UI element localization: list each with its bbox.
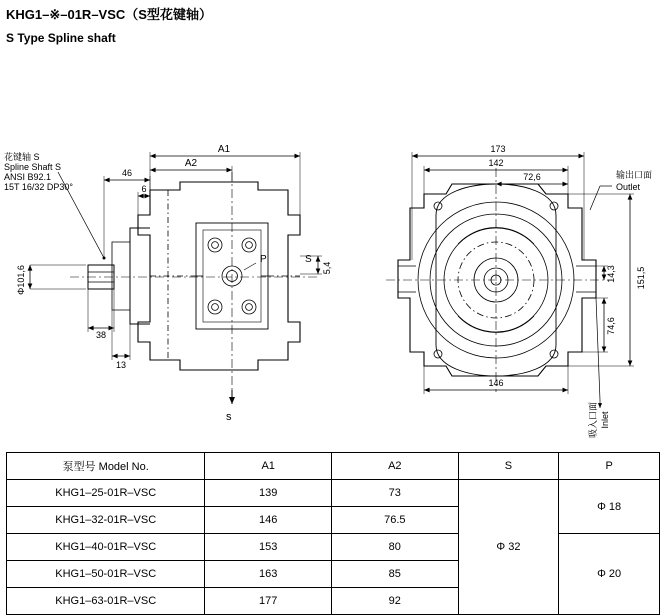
cell-a2: 92 — [332, 588, 459, 615]
model-spec-table — [6, 452, 660, 615]
cell-a2: 80 — [332, 534, 459, 561]
cell-model: KHG1–25-01R–VSC — [7, 480, 205, 507]
header-model: 泵型号 Model No. — [7, 453, 205, 480]
dim-a1-label: A1 — [217, 144, 231, 155]
dim-74-6-label: 74,6 — [606, 317, 616, 335]
cell-a1: 146 — [205, 507, 332, 534]
spline-note-line-0: 花键轴 S — [4, 152, 40, 162]
outlet-label-cn: 输出口面 — [616, 170, 653, 180]
spline-note-line-1: Spline Shaft S — [4, 162, 62, 172]
dim-46-label: 46 — [121, 168, 133, 178]
drawing-labels — [4, 144, 652, 438]
dim-173-label: 173 — [490, 144, 506, 154]
technical-drawing — [0, 60, 666, 450]
spline-note-line-2: ANSI B92.1 — [4, 172, 52, 182]
header-a2: A2 — [332, 453, 459, 480]
inlet-label-cn: 吸入口面 — [588, 401, 598, 439]
header-p: P — [559, 453, 660, 480]
cell-model: KHG1–63-01R–VSC — [7, 588, 205, 615]
header-s: S — [458, 453, 559, 480]
dim-72-6-label: 72,6 — [523, 172, 541, 182]
dim-146-label: 146 — [488, 378, 504, 388]
cell-a2: 76.5 — [332, 507, 459, 534]
cell-a1: 163 — [205, 561, 332, 588]
spline-note-line-3: 15T 16/32 DP30° — [4, 182, 73, 192]
dim-5-4-label: 5,4 — [322, 261, 332, 275]
dim-142-label: 142 — [488, 158, 504, 168]
dim-151-5-label: 151,5 — [636, 266, 646, 290]
cell-model: KHG1–32-01R–VSC — [7, 507, 205, 534]
label-s-arrow: s — [226, 411, 232, 423]
table-row — [7, 534, 660, 561]
dim-14-3-label: 14,3 — [606, 265, 616, 283]
outlet-label-en: Outlet — [616, 182, 641, 192]
title-block — [6, 4, 212, 45]
page-title-en: S Type Spline shaft — [6, 31, 116, 45]
dim-13-label: 13 — [115, 360, 127, 370]
left-view-side-elevation — [30, 152, 322, 404]
cell-a1: 139 — [205, 480, 332, 507]
dim-38-label: 38 — [95, 330, 107, 340]
table-header-row — [7, 453, 660, 480]
right-view-front-elevation — [386, 152, 634, 408]
dim-6-label: 6 — [141, 184, 147, 194]
drawing-svg — [0, 60, 666, 450]
cell-s-merged: Φ 32 — [458, 480, 559, 615]
dim-diameter-label: Φ101,6 — [16, 265, 26, 295]
cell-a1: 177 — [205, 588, 332, 615]
cell-model: KHG1–50-01R–VSC — [7, 561, 205, 588]
page-title-cn: KHG1–※–01R–VSC（S型花键轴） — [6, 7, 212, 22]
cell-p-top: Φ 18 — [559, 480, 660, 534]
label-P: P — [260, 254, 267, 265]
cell-a1: 153 — [205, 534, 332, 561]
inlet-label-en: Inlet — [600, 411, 610, 429]
table-row — [7, 480, 660, 507]
label-S: S — [305, 254, 312, 265]
cell-p-bottom: Φ 20 — [559, 534, 660, 615]
dim-a2-label: A2 — [184, 158, 198, 169]
header-a1: A1 — [205, 453, 332, 480]
cell-a2: 85 — [332, 561, 459, 588]
cell-model: KHG1–40-01R–VSC — [7, 534, 205, 561]
cell-a2: 73 — [332, 480, 459, 507]
